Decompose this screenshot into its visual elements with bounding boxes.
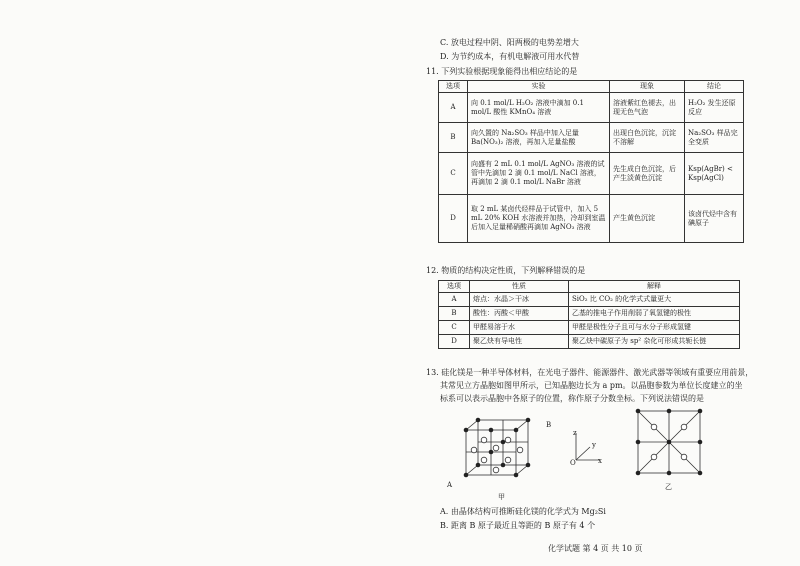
row-conclusion: Ksp(AgBr) < Ksp(AgCl) — [685, 153, 744, 195]
header-property: 性质 — [470, 281, 569, 293]
table-row — [439, 123, 744, 153]
header-experiment: 实验 — [468, 81, 610, 93]
row-option: B — [439, 307, 470, 321]
header-phenomenon: 现象 — [610, 81, 685, 93]
header-conclusion: 结论 — [685, 81, 744, 93]
row-phenomenon: 溶液紫红色褪去，出现无色气泡 — [610, 93, 685, 123]
header-option: 选项 — [439, 81, 468, 93]
row-experiment: 取 2 mL 某卤代烃样品于试管中，加入 5 mL 20% KOH 水溶液并加热，冷却到室温后加入足量稀硝酸再滴加 AgNO₃ 溶液 — [468, 195, 610, 243]
axis-x-label: x — [598, 457, 602, 465]
table-row — [439, 93, 744, 123]
row-explanation: SiO₂ 比 CO₂ 的化学式式量更大 — [569, 293, 740, 307]
row-explanation: 乙基的推电子作用削弱了氧氢键的极性 — [569, 307, 740, 321]
row-experiment: 向盛有 2 mL 0.1 mol/L AgNO₃ 溶液的试管中先滴加 2 滴 0.1 mol/L NaCl 溶液，再滴加 2 滴 0.1 mol/L NaBr 溶液 — [468, 153, 610, 195]
question-13-option-a: A. 由晶体结构可推断硅化镁的化学式为 Mg₂Si — [440, 507, 606, 516]
question-13-line-2: 其常见立方晶胞如图甲所示，已知晶胞边长为 a pm。以晶胞参数为单位长度建立的坐 — [440, 381, 743, 390]
page-footer: 化学试题 第 4 页 共 10 页 — [548, 544, 643, 553]
label-a: A — [447, 481, 453, 489]
crystal-cell-jia-figure — [446, 410, 546, 490]
row-option: B — [439, 123, 468, 153]
row-option: D — [439, 335, 470, 349]
row-explanation: 甲醛是极性分子且可与水分子形成氢键 — [569, 321, 740, 335]
option-c-previous: C. 放电过程中阴、阳两极的电势差增大 — [440, 38, 579, 47]
question-13-option-b: B. 距离 B 原子最近且等距的 B 原子有 4 个 — [440, 521, 596, 530]
row-explanation: 聚乙炔中碳原子为 sp² 杂化可形成共轭长链 — [569, 335, 740, 349]
header-explanation: 解释 — [569, 281, 740, 293]
label-b: B — [546, 421, 552, 429]
row-property: 熔点：水晶＞干冰 — [470, 293, 569, 307]
row-conclusion: Na₂SO₃ 样品完全变质 — [685, 123, 744, 153]
table-row — [439, 307, 740, 321]
option-d-previous: D. 为节约成本，有机电解液可用水代替 — [440, 52, 580, 61]
label-jia: 甲 — [498, 493, 505, 501]
table-header-row — [439, 81, 744, 93]
question-11-table — [438, 80, 744, 243]
row-option: A — [439, 293, 470, 307]
row-experiment: 向 0.1 mol/L H₂O₂ 溶液中滴加 0.1 mol/L 酸性 KMnO₄ 溶液 — [468, 93, 610, 123]
question-13-line-1: 13. 硅化镁是一种半导体材料，在光电子器件、能源器件、激光武器等领域有重要应用前景， — [426, 368, 754, 377]
table-row — [439, 293, 740, 307]
row-conclusion: H₂O₂ 发生还原反应 — [685, 93, 744, 123]
question-12-title: 12. 物质的结构决定性质，下列解释错误的是 — [426, 266, 586, 275]
header-option: 选项 — [439, 281, 470, 293]
crystal-projection-yi-figure — [630, 405, 710, 480]
row-phenomenon: 先生成白色沉淀，后产生淡黄色沉淀 — [610, 153, 685, 195]
row-property: 聚乙炔有导电性 — [470, 335, 569, 349]
row-phenomenon: 出现白色沉淀，沉淀不溶解 — [610, 123, 685, 153]
table-row — [439, 335, 740, 349]
row-property: 酸性：丙酸＜甲酸 — [470, 307, 569, 321]
row-option: C — [439, 321, 470, 335]
question-13-line-3: 标系可以表示晶胞中各原子的位置，称作原子分数坐标。下列说法错误的是 — [440, 394, 704, 403]
axis-origin-label: O — [570, 459, 576, 467]
table-row — [439, 195, 744, 243]
row-experiment: 向久置的 Na₂SO₃ 样品中加入足量 Ba(NO₃)₂ 溶液，再加入足量盐酸 — [468, 123, 610, 153]
row-phenomenon: 产生黄色沉淀 — [610, 195, 685, 243]
row-option: C — [439, 153, 468, 195]
row-option: D — [439, 195, 468, 243]
question-11-title: 11. 下列实验根据现象能得出相应结论的是 — [426, 67, 578, 76]
label-yi: 乙 — [665, 483, 672, 491]
row-property: 甲醛易溶于水 — [470, 321, 569, 335]
question-12-table — [438, 280, 740, 349]
row-conclusion: 该卤代烃中含有碘原子 — [685, 195, 744, 243]
table-row — [439, 321, 740, 335]
table-header-row — [439, 281, 740, 293]
row-option: A — [439, 93, 468, 123]
axis-y-label: y — [592, 441, 596, 449]
table-row — [439, 153, 744, 195]
axis-z-label: z — [573, 429, 577, 437]
